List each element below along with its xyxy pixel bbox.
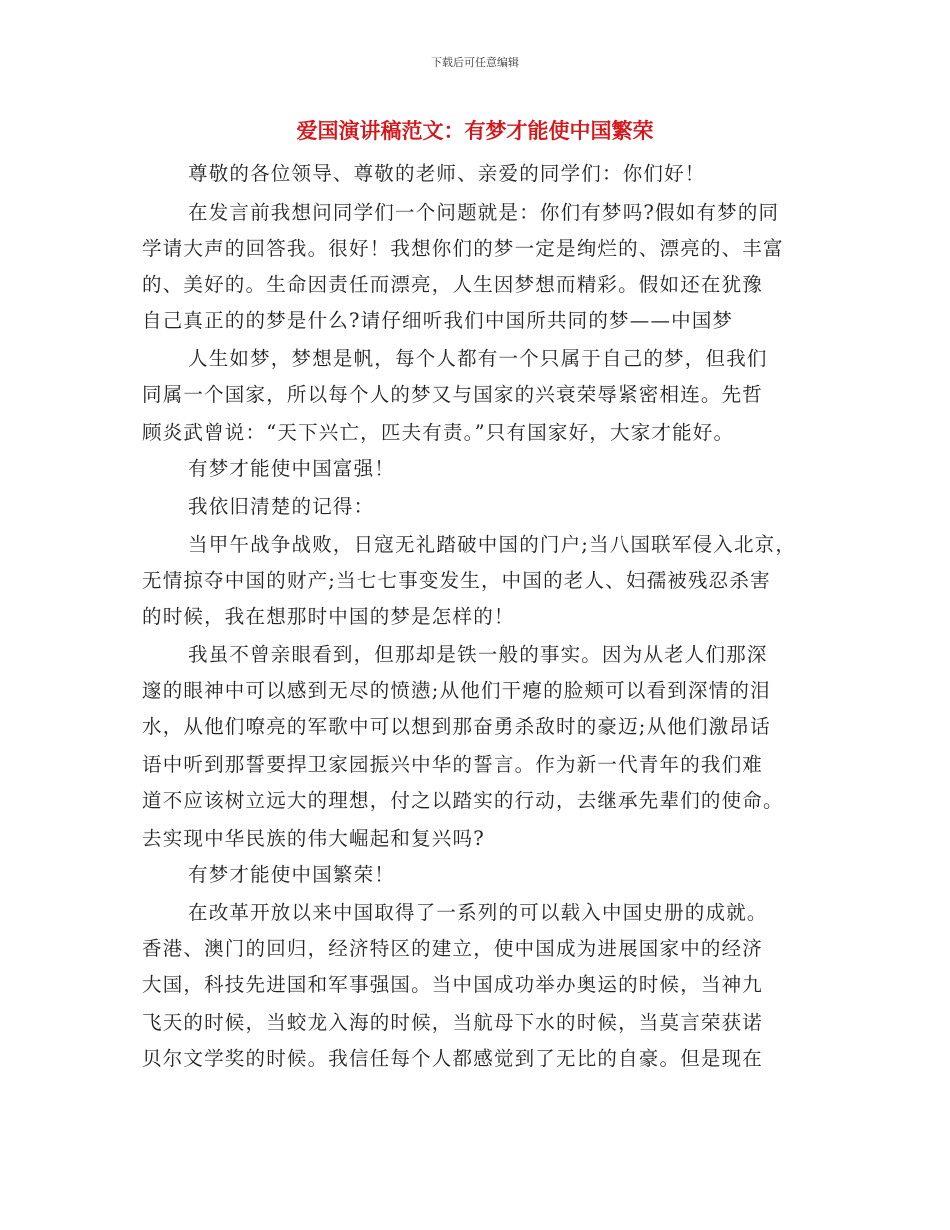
text-line: 邃的眼神中可以感到无尽的愤懑;从他们干瘪的脸颊可以看到深情的泪 [142,679,771,702]
text-line: 学请大声的回答我。很好！我想你们的梦一定是绚烂的、漂亮的、丰富 [142,237,784,260]
text-line: 当甲午战争战败，日寇无礼踏破中国的门户;当八国联军侵入北京， [188,533,797,556]
text-line: 有梦才能使中国富强！ [188,457,396,480]
text-line: 顾炎武曾说：“天下兴亡，匹夫有责。”只有国家好，大家才能好。 [142,421,735,444]
text-line: 飞天的时候，当蛟龙入海的时候，当航母下水的时候，当莫言荣获诺 [142,1011,764,1034]
document-title: 爱国演讲稿范文：有梦才能使中国繁荣 [296,119,654,143]
text-line: 在改革开放以来中国取得了一系列的可以载入中国史册的成就。 [188,901,768,924]
text-line: 有梦才能使中国繁荣！ [188,863,396,886]
text-line: 人生如梦，梦想是帆，每个人都有一个只属于自己的梦，但我们 [188,347,768,370]
text-line: 的、美好的。生命因责任而漂亮，人生因梦想而精彩。假如还在犹豫 [142,273,764,296]
text-line: 去实现中华民族的伟大崛起和复兴吗? [142,827,485,850]
text-line: 道不应该树立远大的理想，付之以踏实的行动，去继承先辈们的使命。 [142,789,784,812]
text-line: 语中听到那誓要捍卫家园振兴中华的誓言。作为新一代青年的我们难 [142,753,764,776]
text-line: 我虽不曾亲眼看到，但那却是铁一般的事实。因为从老人们那深 [188,643,768,666]
text-line: 我依旧清楚的记得： [188,495,375,518]
text-line: 无情掠夺中国的财产;当七七事变发生，中国的老人、妇孺被残忍杀害 [142,569,771,592]
text-line: 自己真正的的梦是什么?请仔细听我们中国所共同的梦——中国梦 [142,309,734,332]
text-line: 的时候，我在想那时中国的梦是怎样的！ [142,605,515,628]
text-line: 贝尔文学奖的时候。我信任每个人都感觉到了无比的自豪。但是现在 [142,1047,764,1070]
text-line: 同属一个国家，所以每个人的梦又与国家的兴衰荣辱紧密相连。先哲 [142,383,764,406]
text-line: 香港、澳门的回归，经济特区的建立，使中国成为进展国家中的经济 [142,937,764,960]
text-line: 水，从他们嘹亮的军歌中可以想到那奋勇杀敌时的豪迈;从他们激昂话 [142,715,771,738]
page-header-note: 下载后可任意编辑 [431,56,519,69]
text-line: 在发言前我想问同学们一个问题就是：你们有梦吗?假如有梦的同 [188,201,780,224]
text-line: 大国，科技先进国和军事强国。当中国成功举办奥运的时候，当神九 [142,973,764,996]
text-line: 尊敬的各位领导、尊敬的老师、亲爱的同学们：你们好！ [188,162,706,185]
